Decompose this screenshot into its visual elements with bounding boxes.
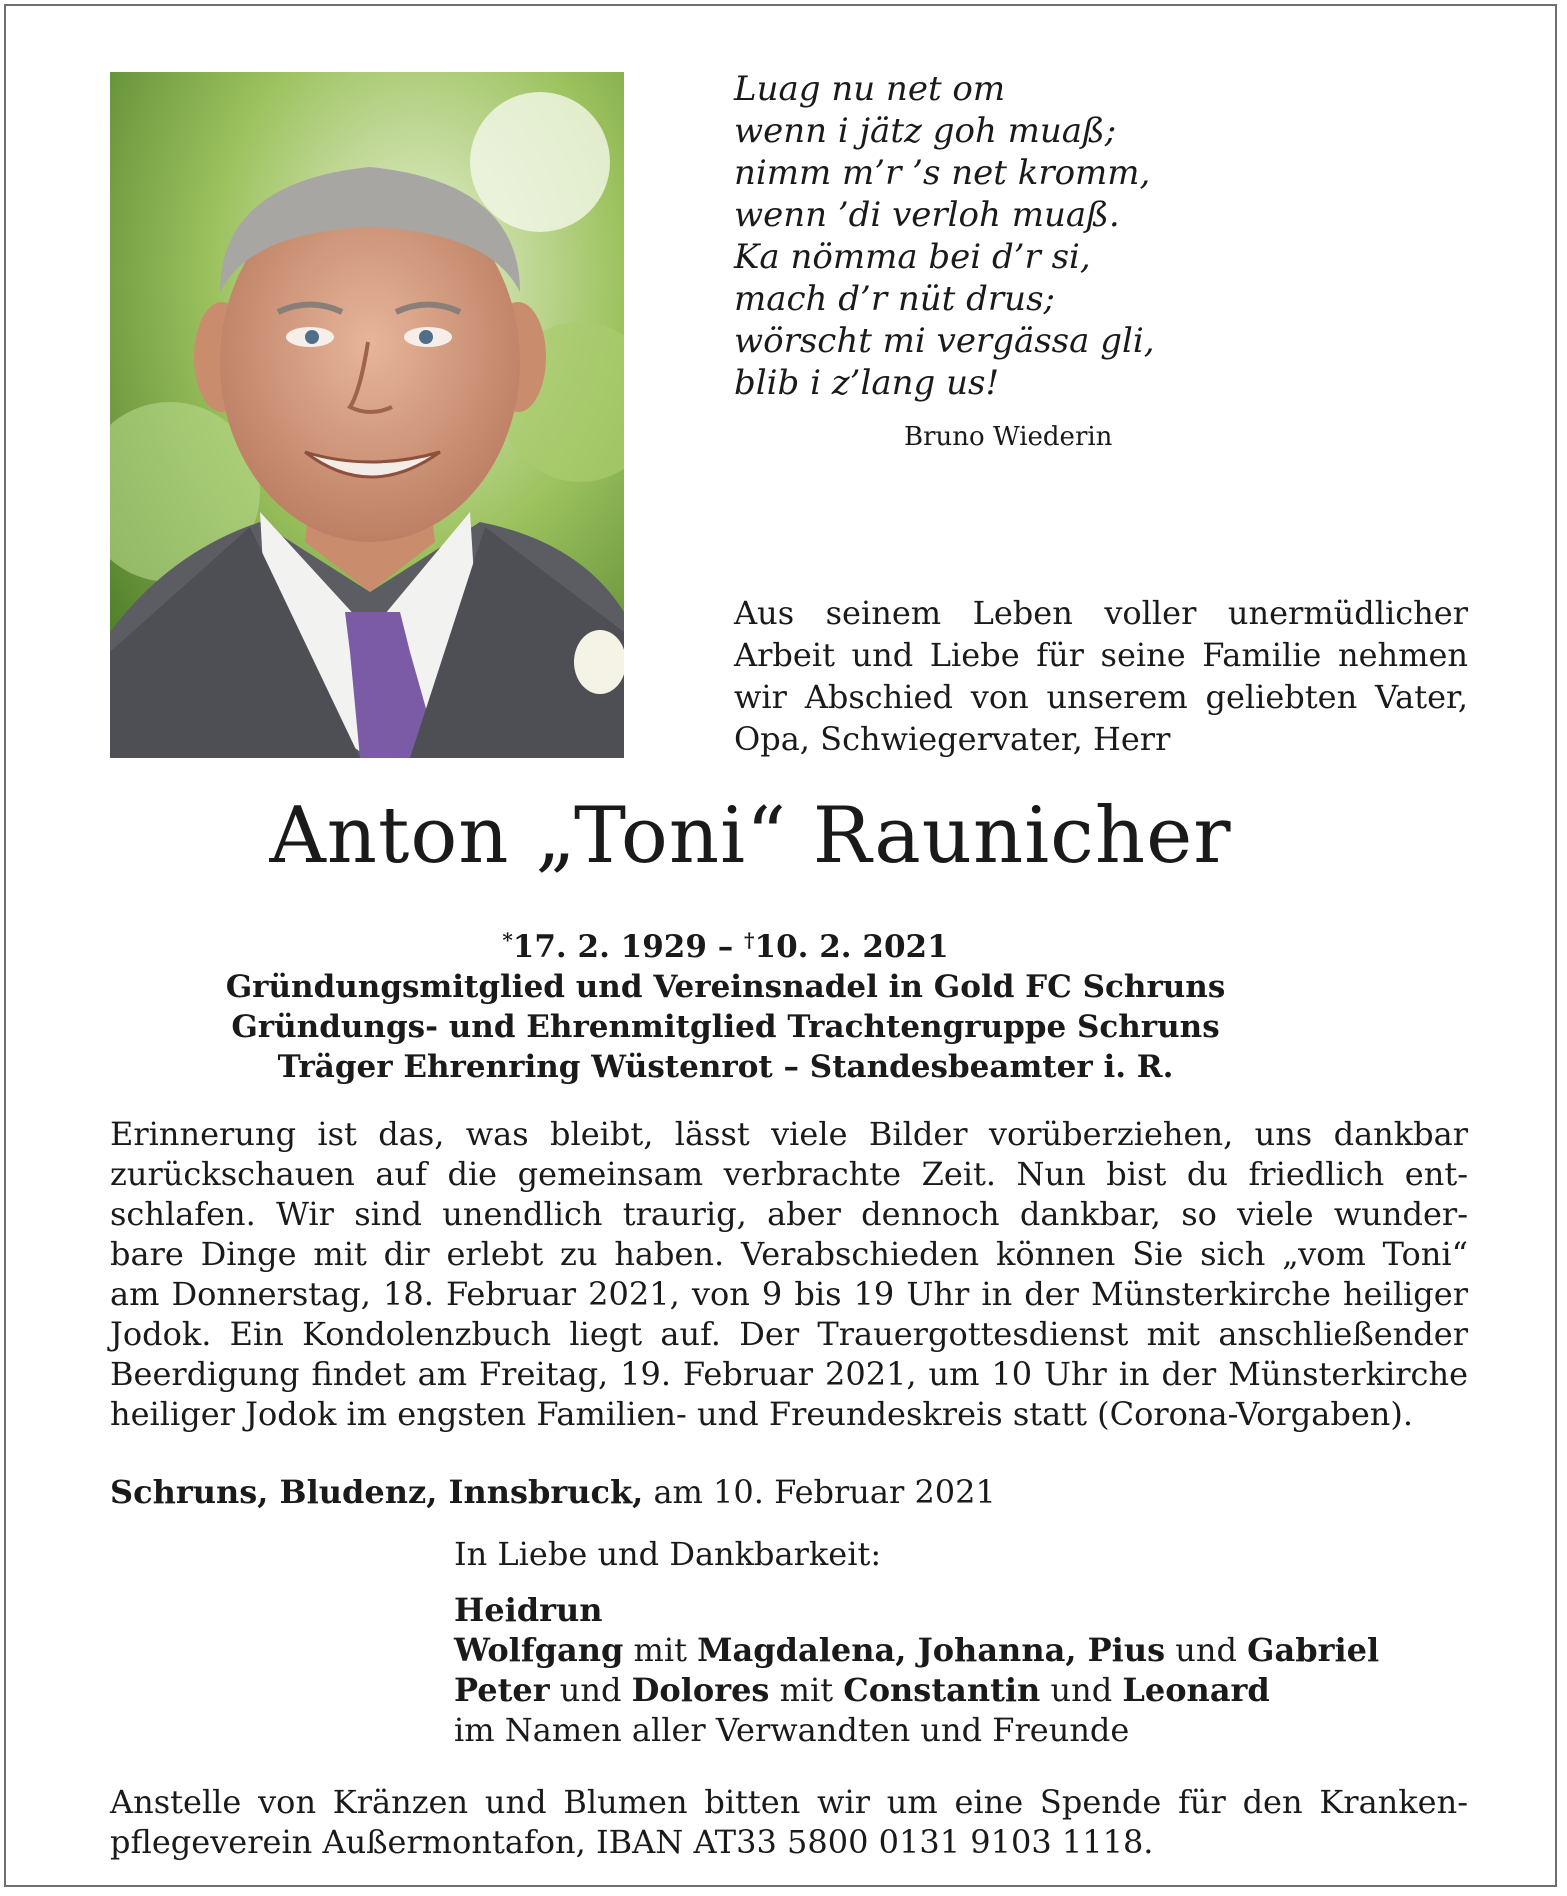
- portrait-photo: [110, 72, 624, 758]
- poem-line: wenn ’di verloh muaß.: [734, 195, 1120, 235]
- date-separator: –: [706, 929, 745, 965]
- signer-line: [454, 1590, 1379, 1630]
- signer-name: Dolores: [631, 1671, 770, 1709]
- signer-name: Leonard: [1122, 1671, 1270, 1709]
- main-paragraph: [110, 1114, 1468, 1434]
- place-locations: Schruns, Bludenz, Innsbruck,: [110, 1473, 644, 1511]
- body-line: Jodok. Ein Kondolenzbuch liegt auf. Der Trauergottesdienst mit anschließender: [110, 1315, 1468, 1353]
- poem-line: blib i z’lang us!: [734, 363, 1000, 403]
- body-line: Erinnerung ist das, was bleibt, lässt viele Bilder vorüberziehen, uns dankbar: [110, 1115, 1468, 1153]
- body-line: schlafen. Wir sind unendlich traurig, aber dennoch dankbar, so viele wunder-: [110, 1195, 1468, 1233]
- connector-text: und: [1040, 1671, 1123, 1709]
- place-and-date: [110, 1472, 996, 1512]
- signer-name: Constantin: [843, 1671, 1041, 1709]
- intro-line: Opa, Schwiegervater, Herr: [734, 720, 1171, 758]
- honor-line: Gründungs- und Ehrenmitglied Trachtengruppe Schruns: [231, 1009, 1220, 1045]
- intro-paragraph: [734, 592, 1468, 760]
- honors-block: [6, 920, 1555, 1087]
- donation-note: [110, 1782, 1468, 1862]
- obituary-page: [4, 4, 1557, 1887]
- body-line: am Donnerstag, 18. Februar 2021, von 9 bis 19 Uhr in der Münsterkirche heiliger: [110, 1275, 1468, 1313]
- body-line: heiliger Jodok im engsten Familien- und Freundeskreis statt (Corona-Vorgaben).: [110, 1395, 1414, 1433]
- intro-line: wir Abschied von unserem geliebten Vater,: [734, 678, 1468, 716]
- poem-author: Bruno Wiederin: [904, 422, 1113, 452]
- signer-name: Magdalena, Johanna, Pius: [697, 1631, 1166, 1669]
- poem-line: mach d’r nüt drus;: [734, 279, 1055, 319]
- connector-text: mit: [769, 1671, 844, 1709]
- signers-heading: In Liebe und Dankbarkeit:: [454, 1535, 882, 1573]
- signer-name: Gabriel: [1247, 1631, 1380, 1669]
- footer-line: Anstelle von Kränzen und Blumen bitten wir um eine Spende für den Kranken-: [110, 1783, 1468, 1821]
- intro-line: Aus seinem Leben voller unermüdlicher: [734, 594, 1468, 632]
- intro-line: Arbeit und Liebe für seine Familie nehmen: [734, 636, 1468, 674]
- honor-line: Gründungsmitglied und Vereinsnadel in Gold FC Schruns: [225, 969, 1226, 1005]
- death-date: 10. 2. 2021: [754, 929, 949, 965]
- poem-line: Ka nömma bei d’r si,: [734, 237, 1091, 277]
- poem-line: nimm m’r ’s net kromm,: [734, 153, 1151, 193]
- connector-text: mit: [623, 1631, 698, 1669]
- poem: [734, 68, 1155, 404]
- life-dates: [6, 920, 1445, 967]
- connector-text: und: [549, 1671, 632, 1709]
- signers-block: [454, 1534, 1379, 1750]
- portrait-illustration: [110, 72, 624, 758]
- poem-line: wörscht mi vergässa gli,: [734, 321, 1155, 361]
- poem-line: Luag nu net om: [734, 69, 1006, 109]
- signer-name: Peter: [454, 1671, 550, 1709]
- deceased-name: Anton „Toni“ Raunicher: [269, 791, 1232, 881]
- body-line: bare Dinge mit dir erlebt zu haben. Verabschieden können Sie sich „vom Toni“: [110, 1235, 1468, 1273]
- signer-line: [454, 1630, 1379, 1670]
- body-line: zurückschauen auf die gemeinsam verbrachte Zeit. Nun bist du friedlich ent-: [110, 1155, 1468, 1193]
- signer-name: Wolfgang: [454, 1631, 624, 1669]
- poem-line: wenn i jätz goh muaß;: [734, 111, 1117, 151]
- death-symbol: †: [744, 928, 755, 952]
- connector-text: und: [1165, 1631, 1248, 1669]
- footer-line: pflegeverein Außermontafon, IBAN AT33 5800 0131 9103 1118.: [110, 1823, 1154, 1861]
- birth-date: 17. 2. 1929: [512, 929, 707, 965]
- birth-symbol: *: [502, 928, 513, 952]
- honor-line: Träger Ehrenring Wüstenrot – Standesbeamter i. R.: [277, 1049, 1174, 1085]
- signer-name: Heidrun: [454, 1591, 603, 1629]
- place-date: am 10. Februar 2021: [643, 1473, 996, 1511]
- signer-line: [454, 1670, 1379, 1710]
- body-line: Beerdigung findet am Freitag, 19. Februar 2021, um 10 Uhr in der Münsterkirche: [110, 1355, 1468, 1393]
- signers-closing: im Namen aller Verwandten und Freunde: [454, 1711, 1130, 1749]
